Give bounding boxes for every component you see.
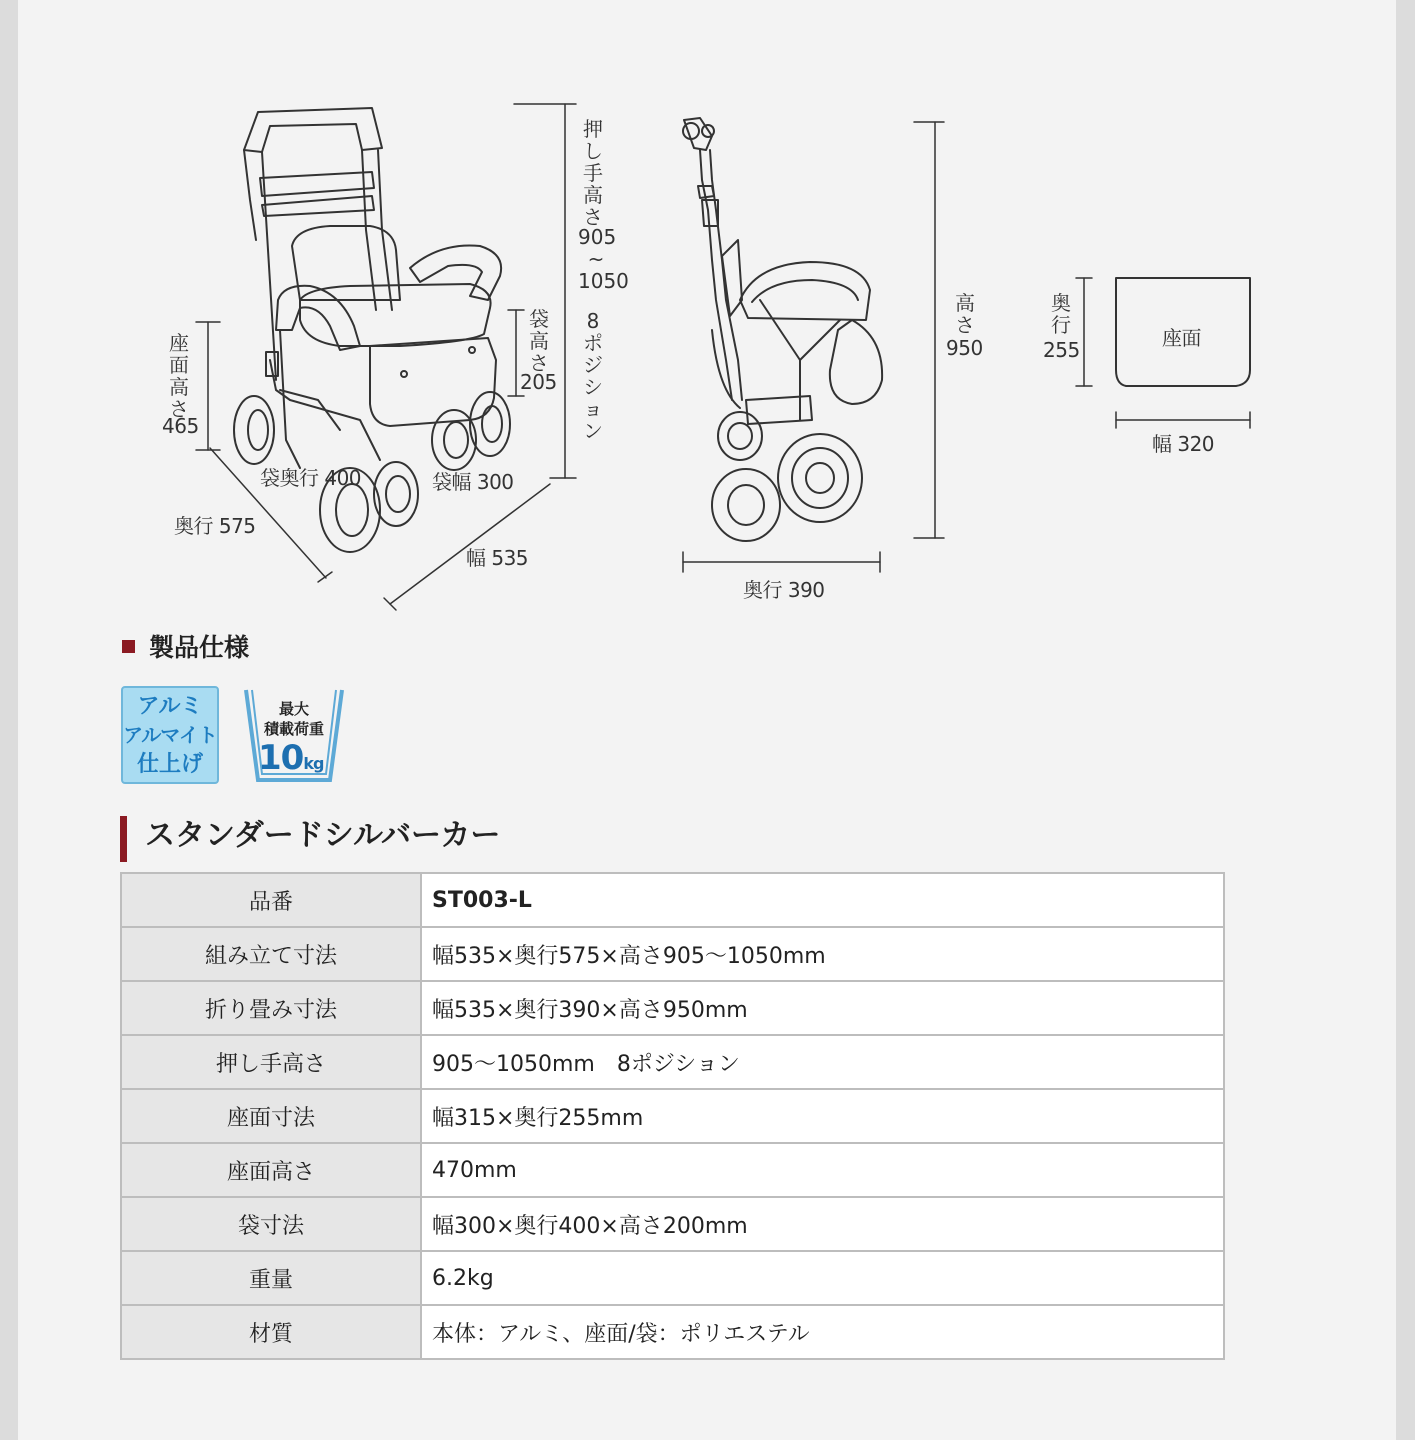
spec-value: 幅535×奥行390×高さ950mm xyxy=(421,981,1224,1035)
table-row xyxy=(121,1035,1224,1089)
max-load-unit: kg xyxy=(303,754,324,773)
push-height-positions: 8 ポジション xyxy=(583,309,603,443)
spec-value: 本体：アルミ、座面/袋：ポリエステル xyxy=(421,1305,1224,1359)
spec-value: 幅315×奥行255mm xyxy=(421,1089,1224,1143)
side-height-label: 高さ xyxy=(955,291,975,337)
spec-value: ST003-L xyxy=(421,873,1224,927)
table-row xyxy=(121,981,1224,1035)
spec-key: 組み立て寸法 xyxy=(121,927,421,981)
bag-height-value: 205 xyxy=(520,370,557,394)
max-load-badge xyxy=(244,688,344,786)
seat-height-label: 座面高さ xyxy=(169,331,189,421)
max-load-line1: 最大 xyxy=(278,700,309,718)
spec-key: 座面高さ xyxy=(121,1143,421,1197)
seat-label: 座面 xyxy=(1162,326,1201,350)
table-row xyxy=(121,1197,1224,1251)
side-depth-label: 奥行 390 xyxy=(743,578,825,602)
product-title: スタンダードシルバーカー xyxy=(120,816,500,862)
max-load-value xyxy=(258,738,323,778)
depth-label: 奥行 575 xyxy=(174,514,256,538)
bag-width-label: 袋幅 300 xyxy=(432,470,514,494)
table-row xyxy=(121,1089,1224,1143)
seat-depth-value: 255 xyxy=(1043,338,1080,362)
spec-key: 袋寸法 xyxy=(121,1197,421,1251)
spec-key: 材質 xyxy=(121,1305,421,1359)
spec-heading-text: 製品仕様 xyxy=(149,633,250,662)
alumite-badge-line: アルミ xyxy=(137,693,203,719)
seat-dimension-lines xyxy=(1076,278,1250,428)
alumite-badge-line: アルマイト xyxy=(123,722,217,747)
spec-key: 重量 xyxy=(121,1251,421,1305)
side-height-value: 950 xyxy=(946,336,983,360)
spec-value: 905～1050mm 8ポジション xyxy=(421,1035,1224,1089)
max-load-line2: 積載荷重 xyxy=(263,720,324,738)
side-view-drawing xyxy=(683,118,882,541)
bag-height-label: 袋高さ xyxy=(529,307,549,375)
table-row xyxy=(121,873,1224,927)
spec-key: 折り畳み寸法 xyxy=(121,981,421,1035)
spec-key: 座面寸法 xyxy=(121,1089,421,1143)
push-height-label: 押し手高さ xyxy=(583,117,603,229)
table-row xyxy=(121,1143,1224,1197)
spec-table xyxy=(120,872,1225,1360)
spec-value: 幅300×奥行400×高さ200mm xyxy=(421,1197,1224,1251)
table-row xyxy=(121,1305,1224,1359)
product-diagram xyxy=(0,0,1415,640)
spec-value: 6.2kg xyxy=(421,1251,1224,1305)
spec-heading xyxy=(122,628,249,664)
seat-width-label: 幅 320 xyxy=(1152,432,1215,456)
max-load-number: 10 xyxy=(258,738,304,778)
spec-value: 幅535×奥行575×高さ905～1050mm xyxy=(421,927,1224,981)
seat-height-value: 465 xyxy=(162,414,199,438)
alumite-badge xyxy=(121,686,219,784)
table-row xyxy=(121,1251,1224,1305)
table-row xyxy=(121,927,1224,981)
spec-value: 470mm xyxy=(421,1143,1224,1197)
spec-key: 押し手高さ xyxy=(121,1035,421,1089)
bag-depth-label: 袋奥行 400 xyxy=(260,466,362,490)
square-bullet-icon xyxy=(122,640,135,653)
seat-depth-label: 奥行 xyxy=(1051,291,1071,337)
width-label: 幅 535 xyxy=(466,546,529,570)
alumite-badge-line: 仕上げ xyxy=(136,751,203,777)
push-height-range: 905 ~ 1050 xyxy=(578,225,629,293)
spec-key: 品番 xyxy=(121,873,421,927)
